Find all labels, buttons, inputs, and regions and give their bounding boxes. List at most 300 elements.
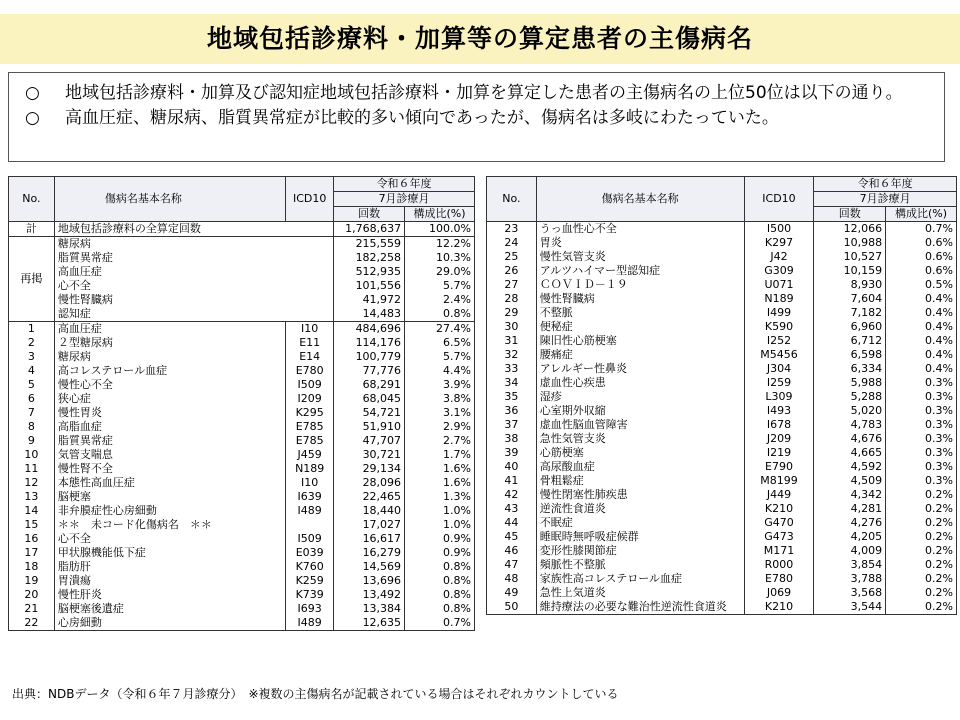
count-value: 28,096 <box>334 476 405 490</box>
ratio-value: 0.3% <box>886 376 957 390</box>
diagnosis-name: 狭心症 <box>54 392 285 406</box>
ratio-value: 0.7% <box>886 222 957 237</box>
diagnosis-name: 家族性高コレステロール血症 <box>536 572 744 586</box>
rank-number: 49 <box>487 586 537 600</box>
count-value: 10,159 <box>814 264 886 278</box>
ratio-value: 0.3% <box>886 460 957 474</box>
icd10-code: E780 <box>744 572 814 586</box>
rank-number: 25 <box>487 250 537 264</box>
rank-number: 31 <box>487 334 537 348</box>
ratio-value: 3.8% <box>405 392 475 406</box>
count-value: 4,592 <box>814 460 886 474</box>
diagnosis-name: 慢性腎臓病 <box>536 292 744 306</box>
table-row <box>487 250 957 264</box>
summary-box <box>8 72 945 162</box>
diagnosis-name: 不整脈 <box>536 306 744 320</box>
table-row <box>9 378 475 392</box>
ratio-value: 27.4% <box>405 322 475 337</box>
table-row <box>9 602 475 616</box>
icd10-code: E11 <box>286 336 334 350</box>
count-value: 13,492 <box>334 588 405 602</box>
count-value: 16,617 <box>334 532 405 546</box>
count-value: 12,635 <box>334 616 405 631</box>
diagnosis-name: ＣＯＶＩＤ－１９ <box>536 278 744 292</box>
rank-number: 6 <box>9 392 55 406</box>
diagnosis-name: 睡眠時無呼吸症候群 <box>536 530 744 544</box>
bullet-circle: ○ <box>25 83 40 103</box>
count-value: 47,707 <box>334 434 405 448</box>
rank-number: 23 <box>487 222 537 237</box>
count-value: 4,676 <box>814 432 886 446</box>
diagnosis-name: 胃潰瘍 <box>54 574 285 588</box>
table-row <box>9 560 475 574</box>
header-month: 7月診療月 <box>334 192 475 207</box>
rank-number: 18 <box>9 560 55 574</box>
rank-number: 19 <box>9 574 55 588</box>
ratio-value: 0.4% <box>886 362 957 376</box>
icd10-code: I489 <box>286 616 334 631</box>
table-row <box>487 502 957 516</box>
rank-number: 46 <box>487 544 537 558</box>
icd10-code: U071 <box>744 278 814 292</box>
rank-number: 40 <box>487 460 537 474</box>
ratio-value: 0.8% <box>405 560 475 574</box>
table-row <box>9 322 475 337</box>
icd10-code: J209 <box>744 432 814 446</box>
ratio-value: 0.6% <box>886 236 957 250</box>
diagnosis-name: 高尿酸血症 <box>536 460 744 474</box>
icd10-code: K210 <box>744 502 814 516</box>
row-label: 計 <box>9 222 55 237</box>
rank-number: 33 <box>487 362 537 376</box>
count-value: 512,935 <box>334 265 405 279</box>
diagnosis-name: 慢性腎臓病 <box>54 293 333 307</box>
diagnosis-name: 心房細動 <box>54 616 285 631</box>
ratio-value: 0.2% <box>886 544 957 558</box>
table-row <box>9 518 475 532</box>
ratio-value: 0.2% <box>886 586 957 600</box>
icd10-code: G309 <box>744 264 814 278</box>
diagnosis-name: 急性気管支炎 <box>536 432 744 446</box>
diagnosis-name: ＊＊ 未コード化傷病名 ＊＊ <box>54 518 285 532</box>
ratio-value: 0.2% <box>886 572 957 586</box>
diagnosis-name: 慢性閉塞性肺疾患 <box>536 488 744 502</box>
table-row <box>487 306 957 320</box>
diagnosis-name: 不眠症 <box>536 516 744 530</box>
ratio-value: 0.5% <box>886 278 957 292</box>
diagnosis-name: 高コレステロール血症 <box>54 364 285 378</box>
icd10-code: I639 <box>286 490 334 504</box>
count-value: 4,342 <box>814 488 886 502</box>
table-row <box>487 362 957 376</box>
table-row <box>487 348 957 362</box>
rank-number: 26 <box>487 264 537 278</box>
diagnosis-name: 慢性気管支炎 <box>536 250 744 264</box>
ratio-value: 2.7% <box>405 434 475 448</box>
rank-number: 28 <box>487 292 537 306</box>
table-row <box>9 588 475 602</box>
ratio-value: 1.0% <box>405 504 475 518</box>
count-value: 8,930 <box>814 278 886 292</box>
ratio-value: 29.0% <box>405 265 475 279</box>
table-row <box>9 420 475 434</box>
header-period: 令和６年度 <box>334 177 475 192</box>
subtotal-row <box>9 279 475 293</box>
diagnosis-name: 頻脈性不整脈 <box>536 558 744 572</box>
rank-number: 39 <box>487 446 537 460</box>
table-row <box>9 476 475 490</box>
count-value: 14,569 <box>334 560 405 574</box>
ratio-value: 4.4% <box>405 364 475 378</box>
icd10-code: K210 <box>744 600 814 615</box>
diagnosis-name: 脂質異常症 <box>54 251 333 265</box>
ratio-value: 1.0% <box>405 518 475 532</box>
table-row <box>9 364 475 378</box>
icd10-code: J42 <box>744 250 814 264</box>
rank-number: 45 <box>487 530 537 544</box>
table-row <box>487 516 957 530</box>
count-value: 114,176 <box>334 336 405 350</box>
icd10-code: I693 <box>286 602 334 616</box>
rank-number: 15 <box>9 518 55 532</box>
diagnosis-name: 腰痛症 <box>536 348 744 362</box>
icd10-code <box>286 518 334 532</box>
count-value: 18,440 <box>334 504 405 518</box>
diagnosis-name: 高血圧症 <box>54 322 285 337</box>
header-ratio: 構成比(%) <box>886 207 957 222</box>
icd10-code: N189 <box>286 462 334 476</box>
ratio-value: 1.6% <box>405 476 475 490</box>
rank-number: 14 <box>9 504 55 518</box>
rank-number: 47 <box>487 558 537 572</box>
count-value: 3,854 <box>814 558 886 572</box>
table-row <box>9 448 475 462</box>
ratio-value: 1.7% <box>405 448 475 462</box>
icd10-code: K259 <box>286 574 334 588</box>
diagnosis-table-right <box>486 176 957 615</box>
table-row <box>9 490 475 504</box>
table-row <box>9 434 475 448</box>
ratio-value: 0.4% <box>886 348 957 362</box>
diagnosis-name: 脳梗塞 <box>54 490 285 504</box>
diagnosis-name: 糖尿病 <box>54 237 333 252</box>
diagnosis-name: 脂肪肝 <box>54 560 285 574</box>
table-row <box>487 334 957 348</box>
count-value: 100,779 <box>334 350 405 364</box>
count-value: 13,384 <box>334 602 405 616</box>
ratio-value: 10.3% <box>405 251 475 265</box>
diagnosis-name: 脂質異常症 <box>54 434 285 448</box>
icd10-code: M8199 <box>744 474 814 488</box>
table-row <box>487 404 957 418</box>
header-ratio: 構成比(%) <box>405 207 475 222</box>
count-value: 6,712 <box>814 334 886 348</box>
diagnosis-name: 非弁膜症性心房細動 <box>54 504 285 518</box>
ratio-value: 0.4% <box>886 306 957 320</box>
count-value: 6,334 <box>814 362 886 376</box>
ratio-value: 0.3% <box>886 446 957 460</box>
rank-number: 41 <box>487 474 537 488</box>
header-icd: ICD10 <box>744 177 814 222</box>
ratio-value: 2.9% <box>405 420 475 434</box>
rank-number: 29 <box>487 306 537 320</box>
table-row <box>9 350 475 364</box>
icd10-code: E785 <box>286 420 334 434</box>
ratio-value: 12.2% <box>405 237 475 252</box>
header-no: No. <box>487 177 537 222</box>
icd10-code: E785 <box>286 434 334 448</box>
ratio-value: 2.4% <box>405 293 475 307</box>
ratio-value: 0.3% <box>886 418 957 432</box>
rank-number: 3 <box>9 350 55 364</box>
count-value: 4,665 <box>814 446 886 460</box>
table-row <box>487 292 957 306</box>
ratio-value: 6.5% <box>405 336 475 350</box>
rank-number: 17 <box>9 546 55 560</box>
count-value: 1,768,637 <box>334 222 405 237</box>
icd10-code: M171 <box>744 544 814 558</box>
diagnosis-name: 糖尿病 <box>54 350 285 364</box>
diagnosis-name: 虚血性心疾患 <box>536 376 744 390</box>
icd10-code: E039 <box>286 546 334 560</box>
count-value: 68,045 <box>334 392 405 406</box>
source-note: 出典：NDBデータ（令和６年７月診療分） ※複数の主傷病名が記載されている場合はそれぞれカウントしている <box>12 687 619 701</box>
ratio-value: 1.3% <box>405 490 475 504</box>
diagnosis-name: 認知症 <box>54 307 333 322</box>
diagnosis-name: 本態性高血圧症 <box>54 476 285 490</box>
ratio-value: 0.3% <box>886 432 957 446</box>
count-value: 68,291 <box>334 378 405 392</box>
count-value: 4,783 <box>814 418 886 432</box>
icd10-code: J304 <box>744 362 814 376</box>
icd10-code: K295 <box>286 406 334 420</box>
icd10-code: I489 <box>286 504 334 518</box>
table-row <box>9 616 475 631</box>
subtotal-row <box>9 265 475 279</box>
table-row <box>9 392 475 406</box>
icd10-code: I10 <box>286 476 334 490</box>
rank-number: 11 <box>9 462 55 476</box>
rank-number: 32 <box>487 348 537 362</box>
header-name: 傷病名基本名称 <box>536 177 744 222</box>
rank-number: 34 <box>487 376 537 390</box>
rank-number: 50 <box>487 600 537 615</box>
rank-number: 24 <box>487 236 537 250</box>
rank-number: 27 <box>487 278 537 292</box>
rank-number: 9 <box>9 434 55 448</box>
diagnosis-name: アレルギー性鼻炎 <box>536 362 744 376</box>
count-value: 4,509 <box>814 474 886 488</box>
summary-text: 高血圧症、糖尿病、脂質異常症が比較的多い傾向であったが、傷病名は多岐にわたっていた。 <box>65 108 779 128</box>
icd10-code: I509 <box>286 532 334 546</box>
diagnosis-name: 脳梗塞後遺症 <box>54 602 285 616</box>
diagnosis-name: 変形性膝関節症 <box>536 544 744 558</box>
rank-number: 12 <box>9 476 55 490</box>
diagnosis-name: 維持療法の必要な難治性逆流性食道炎 <box>536 600 744 615</box>
diagnosis-name: 骨粗鬆症 <box>536 474 744 488</box>
count-value: 10,527 <box>814 250 886 264</box>
diagnosis-name: 湿疹 <box>536 390 744 404</box>
count-value: 14,483 <box>334 307 405 322</box>
table-row <box>9 406 475 420</box>
header-no: No. <box>9 177 55 222</box>
diagnosis-name: 胃炎 <box>536 236 744 250</box>
diagnosis-name: 高血圧症 <box>54 265 333 279</box>
ratio-value: 0.4% <box>886 334 957 348</box>
row-label: 再掲 <box>9 237 55 322</box>
table-row <box>9 574 475 588</box>
table-row <box>487 488 957 502</box>
table-row <box>487 460 957 474</box>
header-count: 回数 <box>334 207 405 222</box>
bullet-circle: ○ <box>25 108 40 128</box>
rank-number: 16 <box>9 532 55 546</box>
icd10-code: E14 <box>286 350 334 364</box>
icd10-code: I219 <box>744 446 814 460</box>
icd10-code: I678 <box>744 418 814 432</box>
diagnosis-name: 陳旧性心筋梗塞 <box>536 334 744 348</box>
ratio-value: 0.8% <box>405 602 475 616</box>
icd10-code: I209 <box>286 392 334 406</box>
icd10-code: I252 <box>744 334 814 348</box>
ratio-value: 0.3% <box>886 390 957 404</box>
rank-number: 21 <box>9 602 55 616</box>
count-value: 5,988 <box>814 376 886 390</box>
rank-number: 36 <box>487 404 537 418</box>
table-row <box>487 558 957 572</box>
count-value: 30,721 <box>334 448 405 462</box>
rank-number: 38 <box>487 432 537 446</box>
ratio-value: 0.2% <box>886 558 957 572</box>
count-value: 3,544 <box>814 600 886 615</box>
header-month: 7月診療月 <box>814 192 957 207</box>
table-row <box>487 432 957 446</box>
diagnosis-name: ２型糖尿病 <box>54 336 285 350</box>
icd10-code: K590 <box>744 320 814 334</box>
count-value: 41,972 <box>334 293 405 307</box>
rank-number: 13 <box>9 490 55 504</box>
count-value: 12,066 <box>814 222 886 237</box>
ratio-value: 0.2% <box>886 502 957 516</box>
summary-text: 地域包括診療料・加算及び認知症地域包括診療料・加算を算定した患者の主傷病名の上位50位は以下の通り。 <box>65 83 903 103</box>
ratio-value: 0.6% <box>886 250 957 264</box>
count-value: 29,134 <box>334 462 405 476</box>
ratio-value: 0.8% <box>405 574 475 588</box>
count-value: 182,258 <box>334 251 405 265</box>
rank-number: 4 <box>9 364 55 378</box>
ratio-value: 0.4% <box>886 320 957 334</box>
count-value: 101,556 <box>334 279 405 293</box>
icd10-code: K297 <box>744 236 814 250</box>
diagnosis-name: 高脂血症 <box>54 420 285 434</box>
ratio-value: 0.9% <box>405 546 475 560</box>
icd10-code: I500 <box>744 222 814 237</box>
icd10-code: I499 <box>744 306 814 320</box>
icd10-code: K739 <box>286 588 334 602</box>
count-value: 4,281 <box>814 502 886 516</box>
table-row <box>487 236 957 250</box>
table-row <box>487 600 957 615</box>
table-row <box>9 546 475 560</box>
table-row <box>487 418 957 432</box>
icd10-code: L309 <box>744 390 814 404</box>
icd10-code: E790 <box>744 460 814 474</box>
summary-item <box>25 81 932 106</box>
table-row <box>487 278 957 292</box>
count-value: 13,696 <box>334 574 405 588</box>
subtotal-row <box>9 293 475 307</box>
rank-number: 1 <box>9 322 55 337</box>
subtotal-row <box>9 237 475 252</box>
header-name: 傷病名基本名称 <box>54 177 285 222</box>
count-value: 7,182 <box>814 306 886 320</box>
ratio-value: 0.2% <box>886 488 957 502</box>
rank-number: 44 <box>487 516 537 530</box>
count-value: 5,288 <box>814 390 886 404</box>
diagnosis-name: うっ血性心不全 <box>536 222 744 237</box>
icd10-code: J459 <box>286 448 334 462</box>
ratio-value: 0.2% <box>886 600 957 615</box>
rank-number: 43 <box>487 502 537 516</box>
rank-number: 35 <box>487 390 537 404</box>
ratio-value: 5.7% <box>405 350 475 364</box>
diagnosis-name: アルツハイマー型認知症 <box>536 264 744 278</box>
count-value: 10,988 <box>814 236 886 250</box>
count-value: 3,568 <box>814 586 886 600</box>
table-row <box>487 572 957 586</box>
icd10-code: G473 <box>744 530 814 544</box>
icd10-code: J069 <box>744 586 814 600</box>
rank-number: 37 <box>487 418 537 432</box>
icd10-code: I259 <box>744 376 814 390</box>
table-row <box>487 586 957 600</box>
table-row <box>487 320 957 334</box>
icd10-code: R000 <box>744 558 814 572</box>
count-value: 484,696 <box>334 322 405 337</box>
header-count: 回数 <box>814 207 886 222</box>
icd10-code: M5456 <box>744 348 814 362</box>
subtotal-row <box>9 307 475 322</box>
icd10-code: I10 <box>286 322 334 337</box>
count-value: 6,960 <box>814 320 886 334</box>
rank-number: 5 <box>9 378 55 392</box>
count-value: 215,559 <box>334 237 405 252</box>
count-value: 22,465 <box>334 490 405 504</box>
ratio-value: 0.9% <box>405 532 475 546</box>
table-row <box>487 264 957 278</box>
diagnosis-name: 心不全 <box>54 532 285 546</box>
header-period: 令和６年度 <box>814 177 957 192</box>
diagnosis-name: 逆流性食道炎 <box>536 502 744 516</box>
diagnosis-name: 慢性心不全 <box>54 378 285 392</box>
icd10-code: I493 <box>744 404 814 418</box>
rank-number: 20 <box>9 588 55 602</box>
rank-number: 30 <box>487 320 537 334</box>
diagnosis-name: 虚血性脳血管障害 <box>536 418 744 432</box>
header-icd: ICD10 <box>286 177 334 222</box>
diagnosis-name: 慢性肝炎 <box>54 588 285 602</box>
rank-number: 2 <box>9 336 55 350</box>
icd10-code: G470 <box>744 516 814 530</box>
icd10-code: J449 <box>744 488 814 502</box>
table-row <box>9 462 475 476</box>
table-row <box>487 446 957 460</box>
count-value: 4,276 <box>814 516 886 530</box>
diagnosis-name: 便秘症 <box>536 320 744 334</box>
subtotal-row <box>9 251 475 265</box>
summary-item <box>25 106 932 131</box>
count-value: 4,009 <box>814 544 886 558</box>
